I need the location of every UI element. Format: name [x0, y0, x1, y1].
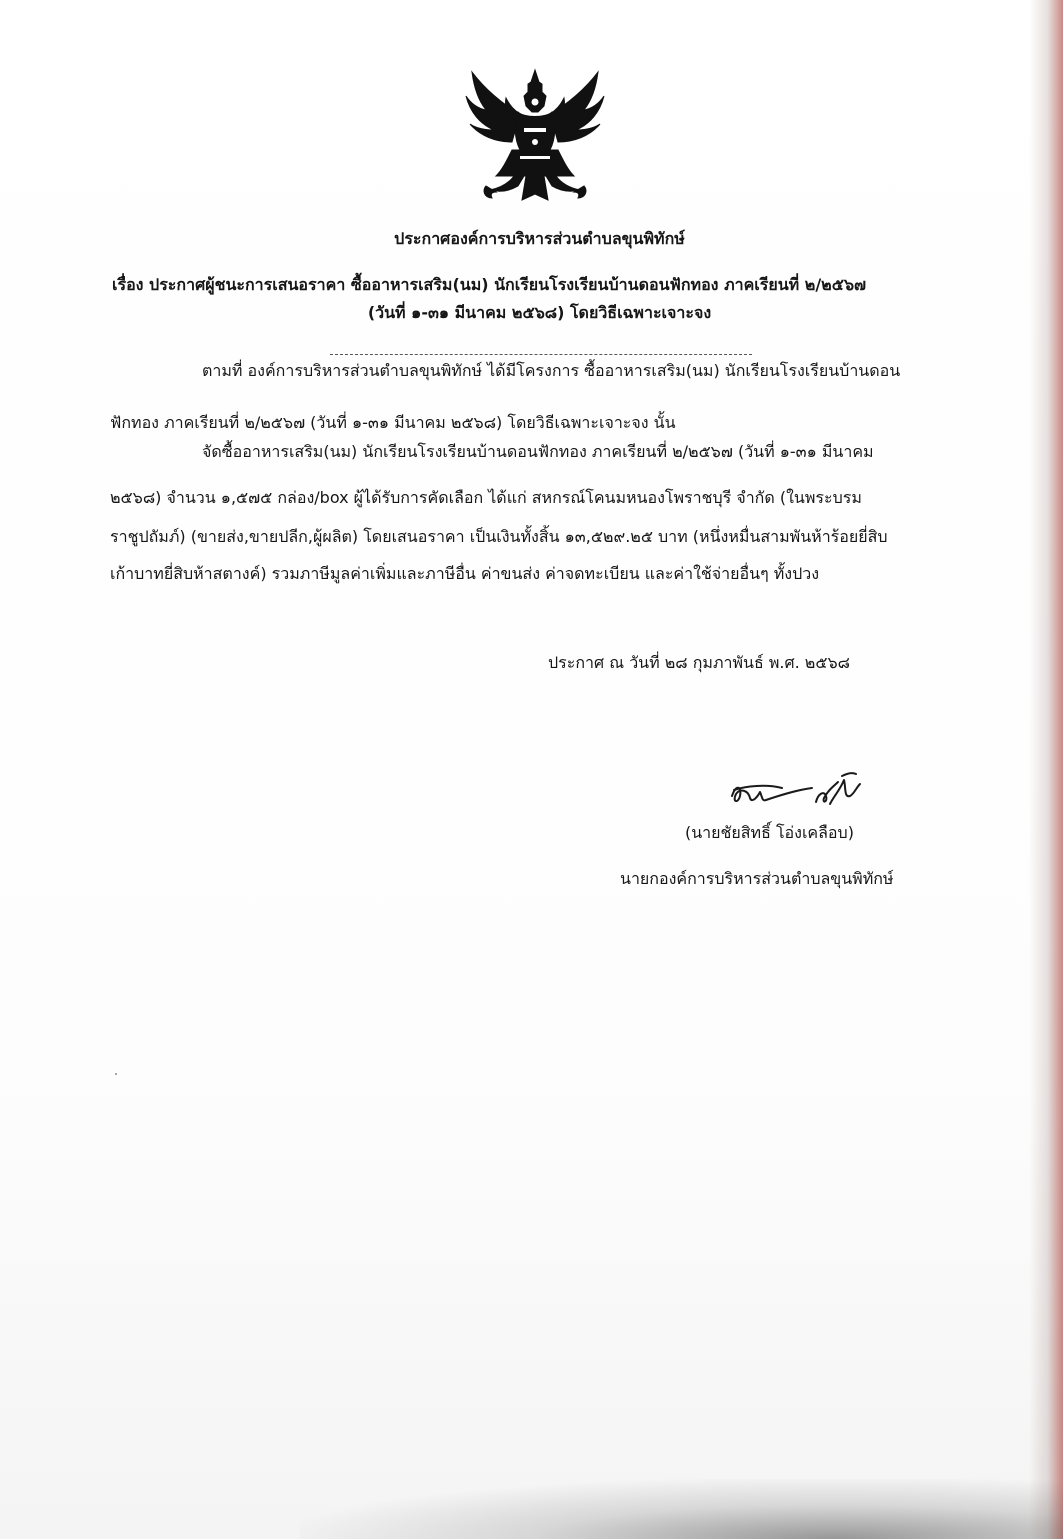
- announcement-subject: เรื่อง ประกาศผู้ชนะการเสนอราคา ซื้ออาหารเสริม(นม) นักเรียนโรงเรียนบ้านดอนฟักทอง ภาคเรียนที่ ๒/๒๕๖๗: [112, 275, 867, 294]
- heading-divider: [330, 354, 752, 355]
- paper-speck: [115, 1073, 117, 1075]
- announcement-date: ประกาศ ณ วันที่ ๒๘ กุมภาพันธ์ พ.ศ. ๒๕๖๘: [548, 653, 850, 672]
- announcement-subject-date: (วันที่ ๑-๓๑ มีนาคม ๒๕๖๘) โดยวิธีเฉพาะเจาะจง: [367, 303, 712, 322]
- body-line-6: เก้าบาทยี่สิบห้าสตางค์) รวมภาษีมูลค่าเพิ่มและภาษีอื่น ค่าขนส่ง ค่าจดทะเบียน และค่าใช้จ่ายอื่นๆ ทั้งปวง: [110, 564, 820, 583]
- handwritten-signature-icon: [726, 766, 866, 816]
- body-line-2: ฟักทอง ภาคเรียนที่ ๒/๒๕๖๗ (วันที่ ๑-๓๑ มีนาคม ๒๕๖๘) โดยวิธีเฉพาะเจาะจง นั้น: [110, 413, 676, 432]
- body-line-4: ๒๕๖๘) จำนวน ๑,๕๗๕ กล่อง/box ผู้ได้รับการคัดเลือก ได้แก่ สหกรณ์โคนมหนองโพราชบุรี จำกัด (ในพระบรม: [110, 488, 862, 507]
- body-line-3: จัดซื้ออาหารเสริม(นม) นักเรียนโรงเรียนบ้านดอนฟักทอง ภาคเรียนที่ ๒/๒๕๖๗ (วันที่ ๑-๓๑ มีนาคม: [202, 442, 874, 461]
- signer-title: นายกองค์การบริหารส่วนตำบลขุนพิทักษ์: [620, 869, 894, 888]
- signer-name: (นายชัยสิทธิ์ โอ่งเคลือบ): [685, 823, 854, 842]
- garuda-emblem-icon: [462, 66, 608, 204]
- body-line-1: ตามที่ องค์การบริหารส่วนตำบลขุนพิทักษ์ ได้มีโครงการ ซื้ออาหารเสริม(นม) นักเรียนโรงเรียนบ้านดอน: [202, 361, 901, 380]
- bottom-edge-shadow: [300, 1479, 1063, 1539]
- body-line-5: ราชูปถัมภ์) (ขายส่ง,ขายปลีก,ผู้ผลิต) โดยเสนอราคา เป็นเงินทั้งสิ้น ๑๓,๕๒๙.๒๕ บาท (หนึ่งหมื่นสามพันห้าร้อยยี่สิบ: [110, 527, 888, 546]
- announcement-org-heading: ประกาศองค์การบริหารส่วนตำบลขุนพิทักษ์: [394, 229, 685, 248]
